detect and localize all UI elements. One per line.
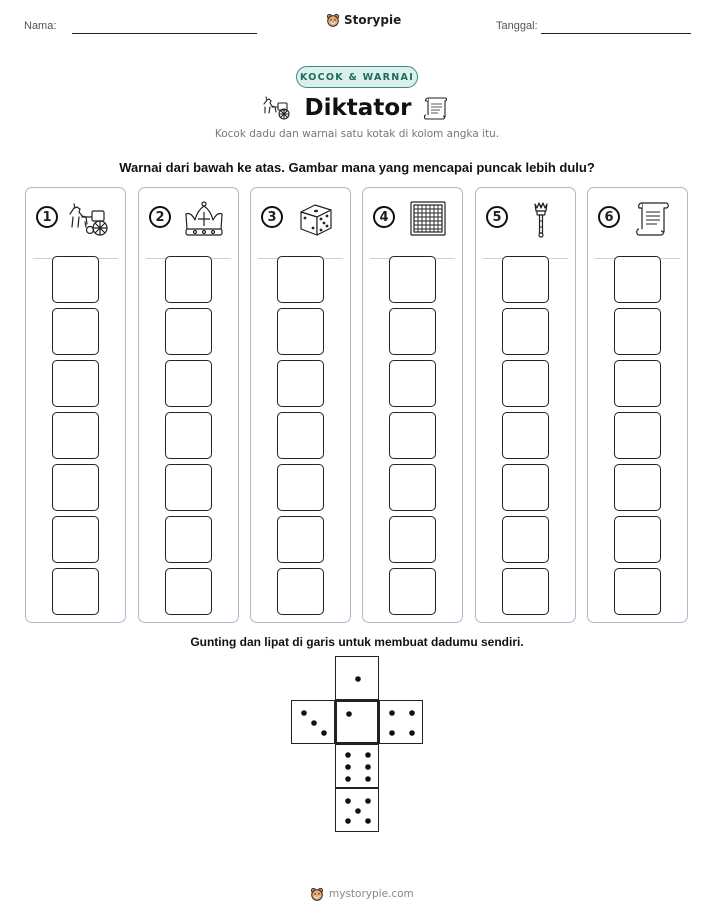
color-cell[interactable] (277, 516, 324, 563)
date-field[interactable] (541, 33, 691, 34)
color-cell[interactable] (277, 568, 324, 615)
color-cell[interactable] (502, 464, 549, 511)
color-cell[interactable] (165, 308, 212, 355)
dice-face-right (379, 700, 423, 744)
color-cell[interactable] (389, 516, 436, 563)
crown-icon (181, 200, 227, 238)
color-cell[interactable] (52, 568, 99, 615)
color-cell[interactable] (165, 256, 212, 303)
activity-badge: KOCOK & WARNAI (296, 66, 418, 88)
color-cell[interactable] (52, 464, 99, 511)
date-label: Tanggal: (496, 20, 538, 32)
column-header (26, 198, 125, 240)
column-header (139, 198, 238, 240)
color-cell[interactable] (389, 360, 436, 407)
column-number: 2 (149, 206, 171, 228)
dice-face-center (335, 700, 379, 744)
color-cell[interactable] (614, 516, 661, 563)
column-header (476, 198, 575, 240)
footer (310, 887, 414, 901)
color-cell[interactable] (165, 464, 212, 511)
footer-url[interactable]: mystorypie.com (329, 888, 414, 900)
color-cell[interactable] (389, 464, 436, 511)
column-2 (138, 187, 239, 623)
color-cell[interactable] (277, 360, 324, 407)
color-cell[interactable] (502, 516, 549, 563)
color-cell[interactable] (502, 360, 549, 407)
color-cell[interactable] (614, 568, 661, 615)
color-cell[interactable] (502, 256, 549, 303)
subtitle: Kocok dadu dan warnai satu kotak di kolom angka itu. (214, 128, 500, 140)
color-cell[interactable] (389, 256, 436, 303)
color-cell[interactable] (165, 516, 212, 563)
scroll-icon (421, 95, 451, 121)
color-cell[interactable] (389, 568, 436, 615)
color-cell[interactable] (614, 360, 661, 407)
color-cell[interactable] (389, 412, 436, 459)
page-title: Diktator (304, 95, 412, 121)
color-cell[interactable] (165, 412, 212, 459)
color-cell[interactable] (502, 308, 549, 355)
color-cell[interactable] (389, 308, 436, 355)
color-cell[interactable] (502, 568, 549, 615)
color-cell[interactable] (502, 412, 549, 459)
dice-face-back (335, 788, 379, 832)
cut-instruction: Gunting dan lipat di garis untuk membuat dadumu sendiri. (190, 635, 524, 649)
title-row (256, 92, 456, 124)
scroll-icon (630, 200, 676, 238)
column-header (251, 198, 350, 240)
color-cell[interactable] (165, 360, 212, 407)
color-cell[interactable] (614, 308, 661, 355)
brand-logo (326, 13, 401, 27)
column-header (363, 198, 462, 240)
color-cell[interactable] (614, 412, 661, 459)
column-5 (475, 187, 576, 623)
color-cell[interactable] (277, 256, 324, 303)
bear-mascot-icon (326, 13, 340, 27)
color-cell[interactable] (277, 412, 324, 459)
cage-bars-icon (405, 200, 451, 238)
name-label: Nama: (24, 20, 57, 32)
color-cell[interactable] (52, 412, 99, 459)
color-cell[interactable] (52, 516, 99, 563)
color-cell[interactable] (614, 464, 661, 511)
color-cell[interactable] (277, 464, 324, 511)
column-number: 3 (261, 206, 283, 228)
instruction-text: Warnai dari bawah ke atas. Gambar mana yang mencapai puncak lebih dulu? (119, 160, 595, 175)
color-cell[interactable] (165, 568, 212, 615)
column-6 (587, 187, 688, 623)
dice-face-top (335, 656, 379, 700)
column-header (588, 198, 687, 240)
bear-mascot-icon (310, 887, 324, 901)
horse-carriage-icon (261, 95, 295, 121)
column-number: 4 (373, 206, 395, 228)
color-cell[interactable] (614, 256, 661, 303)
column-4 (362, 187, 463, 623)
dice-face-left (291, 700, 335, 744)
scepter-icon (518, 200, 564, 238)
dice-icon (293, 200, 339, 238)
color-cell[interactable] (277, 308, 324, 355)
color-cell[interactable] (52, 308, 99, 355)
column-1 (25, 187, 126, 623)
color-cell[interactable] (52, 360, 99, 407)
brand-name: Storypie (344, 13, 402, 27)
column-number: 5 (486, 206, 508, 228)
name-field[interactable] (72, 33, 257, 34)
dice-face-bottom (335, 744, 379, 788)
column-number: 1 (36, 206, 58, 228)
column-number: 6 (598, 206, 620, 228)
color-cell[interactable] (52, 256, 99, 303)
horse-carriage-icon (68, 200, 114, 238)
column-3 (250, 187, 351, 623)
